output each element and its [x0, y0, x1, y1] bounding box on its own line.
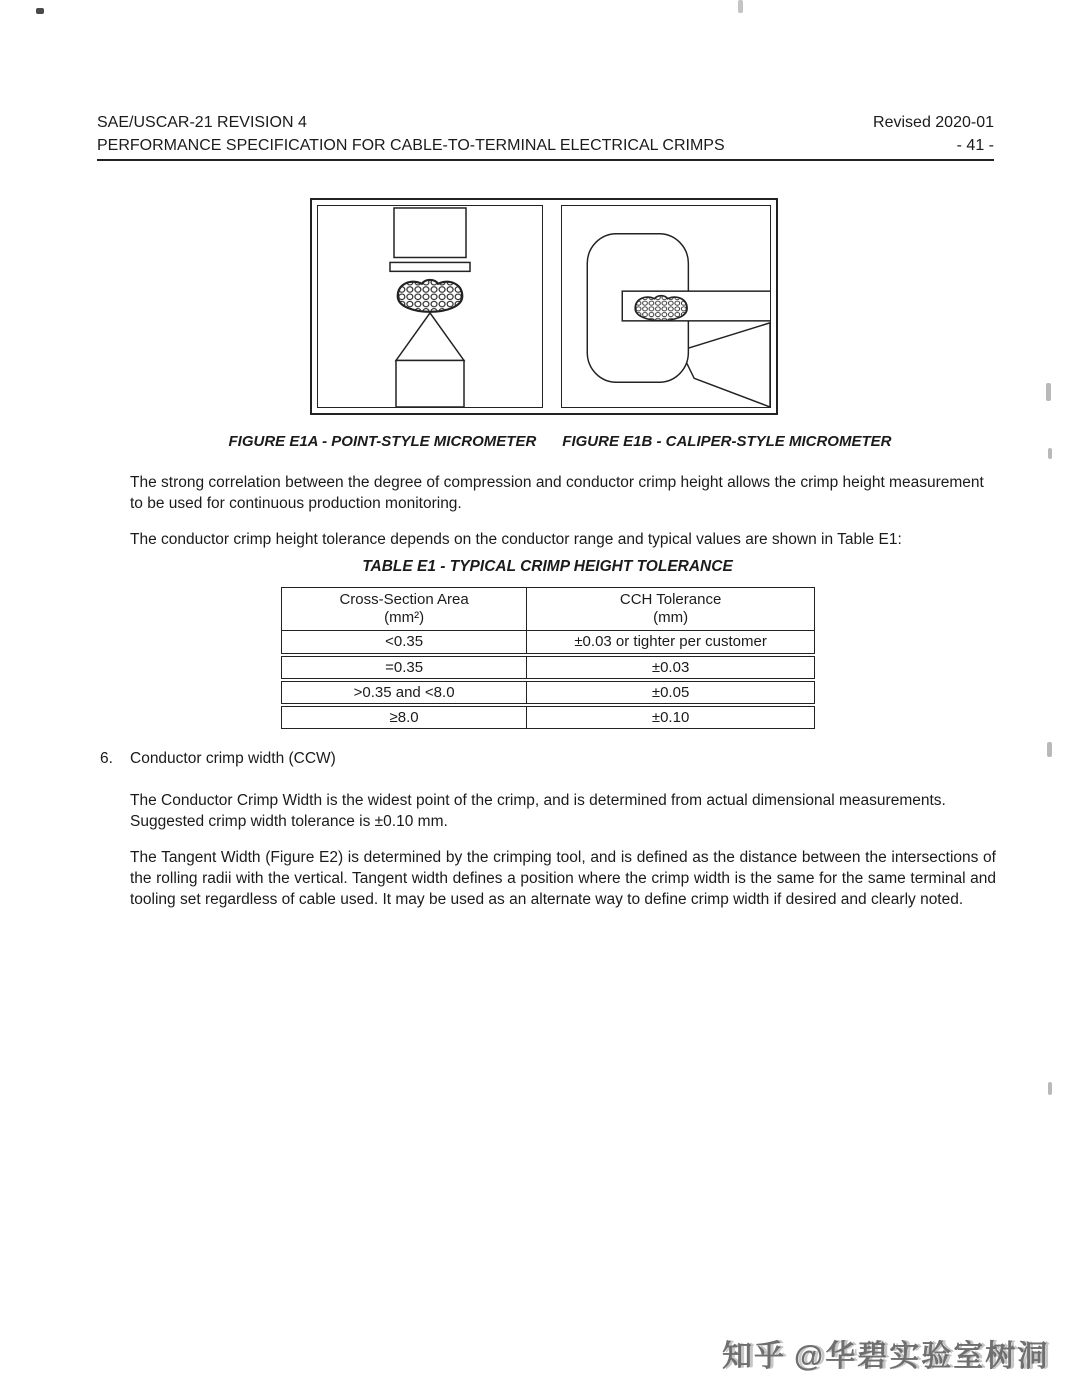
- table-row: [282, 631, 815, 655]
- cell-area: ≥8.0: [282, 705, 527, 729]
- column-header-line: Cross-Section Area: [339, 591, 469, 608]
- scan-artifact: [1048, 1082, 1052, 1095]
- cell-area: <0.35: [282, 631, 527, 655]
- scan-artifact: [738, 0, 743, 13]
- column-header-line: CCH Tolerance: [619, 591, 722, 608]
- paragraph-tolerance-intro: The conductor crimp height tolerance depends on the conductor range and typical values are shown in Table E1:: [130, 531, 902, 548]
- cell-tolerance: ±0.03: [527, 655, 815, 680]
- scan-artifact: [1048, 448, 1052, 459]
- watermark-handle: @华碧实验室树洞: [794, 1340, 1050, 1373]
- table-row: [282, 655, 815, 680]
- document-id: SAE/USCAR-21 REVISION 4: [97, 114, 307, 131]
- revision-date: Revised 2020-01: [873, 114, 994, 131]
- paragraph-correlation: The strong correlation between the degree of compression and conductor crimp height allows the crimp height measurement to be used for continuous production monitoring.: [130, 474, 984, 512]
- table-e1-title: TABLE E1 - TYPICAL CRIMP HEIGHT TOLERANCE: [362, 558, 733, 575]
- cell-tolerance: ±0.03 or tighter per customer: [527, 631, 815, 655]
- crimp-height-tolerance-table: [281, 587, 815, 729]
- zhihu-logo: 知乎: [722, 1340, 786, 1373]
- figure-e1a-panel: [317, 205, 543, 408]
- figure-captions: [110, 433, 1010, 450]
- table-row: [282, 705, 815, 729]
- paragraph-ccw-definition: The Conductor Crimp Width is the widest point of the crimp, and is determined from actual dimensional measurements. Suggested crimp width tolerance is ±0.10 mm.: [130, 792, 946, 830]
- scan-artifact: [36, 8, 44, 14]
- paragraph-tangent-width: The Tangent Width (Figure E2) is determined by the crimping tool, and is defined as the distance between the intersections of the rolling radii with the vertical. Tangent width defines a position where the crimp width is the same for the same terminal and tooling set regardless of cable used. It may be used as an alternate way to define crimp width if desired and clearly noted.: [130, 849, 996, 908]
- figure-e1b-caption: FIGURE E1B - CALIPER-STYLE MICROMETER: [562, 433, 892, 450]
- header-row-2: [97, 137, 994, 161]
- scan-artifact: [1047, 742, 1052, 757]
- cell-tolerance: ±0.10: [527, 705, 815, 729]
- cell-tolerance: ±0.05: [527, 680, 815, 705]
- page-number: - 41 -: [956, 137, 994, 154]
- header-row-1: [97, 114, 994, 132]
- section-6-heading: [100, 750, 336, 768]
- zhihu-watermark: [722, 1331, 1049, 1375]
- page-header: [97, 114, 994, 161]
- column-header-line: (mm): [653, 609, 689, 626]
- cell-area: >0.35 and <8.0: [282, 680, 527, 705]
- caliper-style-micrometer-diagram: [562, 206, 770, 407]
- section-title: Conductor crimp width (CCW): [130, 750, 336, 767]
- table-header-row: [282, 588, 815, 631]
- column-header-line: (mm²): [384, 609, 425, 626]
- figure-e1a-caption: FIGURE E1A - POINT-STYLE MICROMETER: [228, 433, 537, 450]
- figure-e1b-panel: [561, 205, 771, 408]
- column-header-cross-section: [282, 588, 527, 631]
- cell-area: =0.35: [282, 655, 527, 680]
- table-row: [282, 680, 815, 705]
- scan-artifact: [1046, 383, 1051, 401]
- figure-e1: [310, 198, 778, 415]
- point-style-micrometer-diagram: [318, 206, 542, 407]
- document-title: PERFORMANCE SPECIFICATION FOR CABLE-TO-TERMINAL ELECTRICAL CRIMPS: [97, 137, 725, 154]
- section-number: 6.: [100, 750, 113, 767]
- column-header-cch-tolerance: [527, 588, 815, 631]
